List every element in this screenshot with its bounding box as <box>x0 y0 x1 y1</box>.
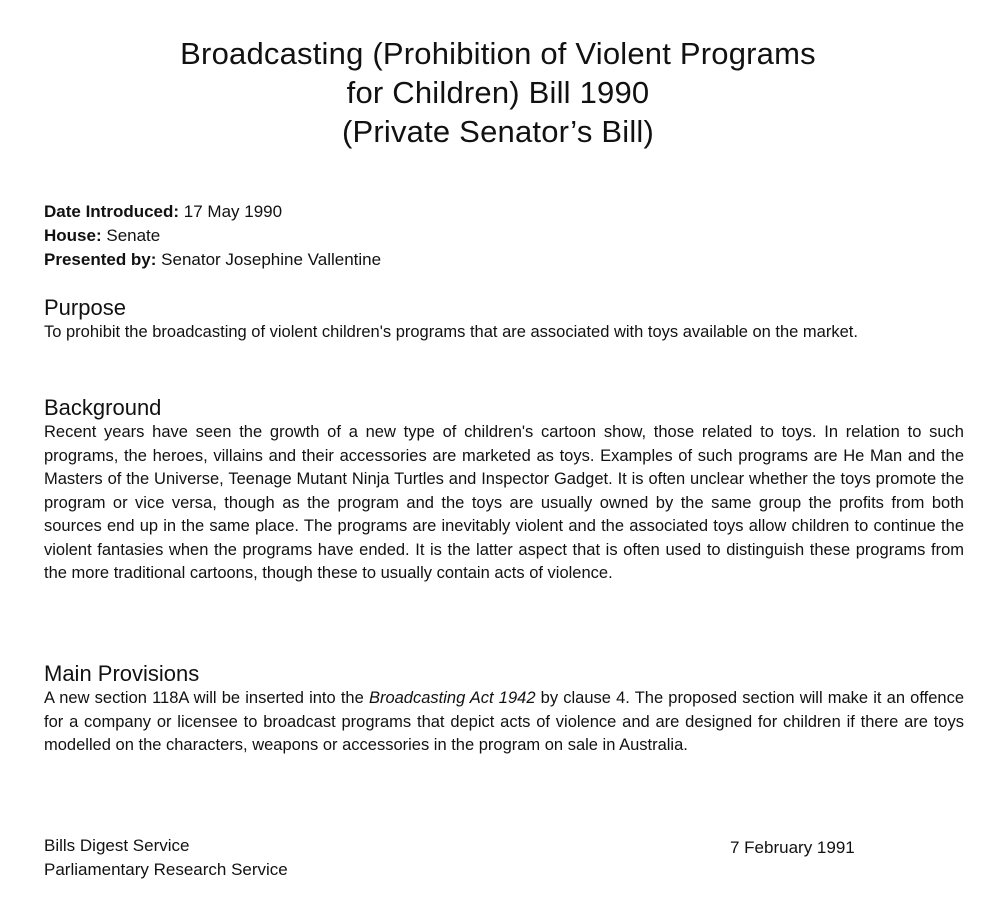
bill-metadata <box>44 200 381 272</box>
presented-by-value: Senator Josephine Vallentine <box>161 250 382 269</box>
bills-digest-service: Bills Digest Service <box>44 836 190 855</box>
footer-date: 7 February 1991 <box>730 838 855 857</box>
house-label: House: <box>44 226 102 245</box>
provisions-text-after: by clause 4. The proposed section will make it an offence for a company or licensee to broadcast programs that depict acts of violence and are designed for children if there are toys modelled on the characters, weapons or accessories in the program on sale in Australia. <box>44 689 965 754</box>
parliamentary-research-service: Parliamentary Research Service <box>44 860 288 879</box>
broadcasting-act-name: Broadcasting Act 1942 <box>368 689 536 707</box>
background-text: Recent years have seen the growth of a new type of children's cartoon show, those related to toys. In relation to such programs, the heroes, villains and their accessories are marketed as toys. Examples of such programs are He Man and the Masters of the Universe, Teenage Mutant Ninja Turtles and Inspector Gadget. It is often unclear whether the toys promote the program or vice versa, though as the program and the toys are usually owned by the same group the profits from both sources end up in the same place. The programs are inevitably violent and the associated toys allow children to continue the violent fantasies when the programs have ended. It is the latter aspect that is often used to distinguish these programs from the more traditional cartoons, though these to usually contain acts of violence. <box>44 423 964 582</box>
provisions-text-before: A new section 118A will be inserted into the <box>44 689 369 707</box>
presented-by-row <box>44 248 381 272</box>
document-title <box>0 34 996 151</box>
background-section <box>44 394 964 586</box>
date-introduced-row <box>44 200 381 224</box>
presented-by-label: Presented by: <box>44 250 157 269</box>
background-heading: Background <box>44 395 162 420</box>
main-provisions-text <box>44 687 964 758</box>
purpose-heading: Purpose <box>44 295 126 320</box>
house-value: Senate <box>106 226 161 245</box>
purpose-text: To prohibit the broadcasting of violent children's programs that are associated with toys available on the market. <box>44 323 858 341</box>
title-line-2: for Children) Bill 1990 <box>346 75 650 110</box>
main-provisions-heading: Main Provisions <box>44 661 200 686</box>
date-introduced-label: Date Introduced: <box>44 202 180 221</box>
purpose-section <box>44 294 964 345</box>
title-line-3: (Private Senator’s Bill) <box>341 114 655 149</box>
title-line-1: Broadcasting (Prohibition of Violent Programs <box>180 36 816 71</box>
footer-service-block <box>44 834 288 882</box>
date-introduced-value: 17 May 1990 <box>183 202 283 221</box>
main-provisions-section <box>44 660 964 758</box>
house-row <box>44 224 381 248</box>
